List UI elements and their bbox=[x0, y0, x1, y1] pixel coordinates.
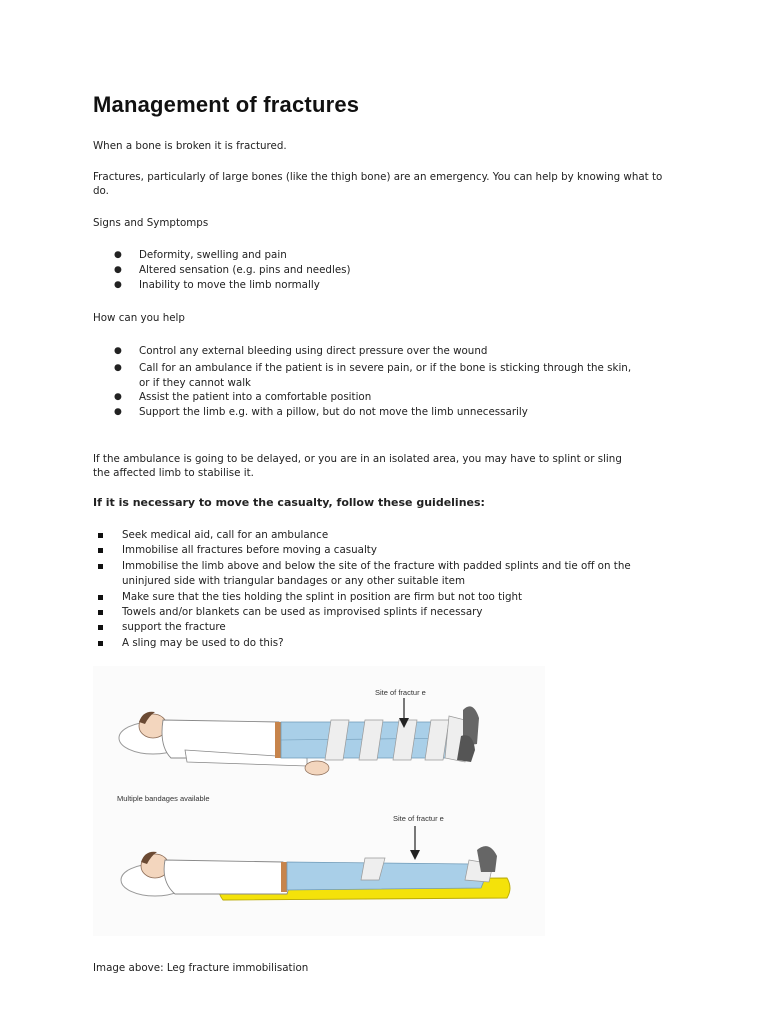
list-item: Seek medical aid, call for an ambulance bbox=[93, 528, 683, 543]
patient-bandaged-figure bbox=[119, 698, 479, 775]
belt-top bbox=[275, 722, 281, 758]
patient-splinted-figure bbox=[121, 826, 510, 900]
delay-paragraph-line2: the affected limb to stabilise it. bbox=[93, 467, 254, 479]
square-bullet-icon bbox=[98, 625, 103, 630]
square-bullet-icon bbox=[98, 610, 103, 615]
list-item: ● Support the limb e.g. with a pillow, but do not move the limb unnecessarily bbox=[114, 406, 528, 419]
guidelines-list bbox=[93, 528, 683, 651]
emergency-paragraph-line2: do. bbox=[93, 185, 109, 197]
bullet-icon: ● bbox=[114, 407, 122, 418]
list-item: ● Control any external bleeding using direct pressure over the wound bbox=[114, 345, 488, 357]
fracture-site-label-top: Site of fractur e bbox=[375, 688, 426, 697]
bullet-icon: ● bbox=[114, 346, 122, 356]
bullet-icon: ● bbox=[114, 279, 122, 290]
emergency-paragraph-line1: Fractures, particularly of large bones (like the thigh bone) are an emergency. You can help by knowing what to bbox=[93, 171, 663, 183]
belt-bottom bbox=[281, 862, 287, 892]
list-item: A sling may be used to do this? bbox=[93, 636, 683, 651]
list-item: Towels and/or blankets can be used as improvised splints if necessary bbox=[93, 605, 683, 620]
guidelines-heading: If it is necessary to move the casualty, follow these guidelines: bbox=[93, 496, 485, 509]
help-list bbox=[93, 344, 683, 420]
signs-list bbox=[93, 248, 683, 292]
figure-caption: Image above: Leg fracture immobilisation bbox=[93, 962, 309, 975]
multiple-bandages-label: Multiple bandages available bbox=[117, 794, 210, 803]
trousers-bottom bbox=[287, 862, 485, 890]
list-item: Immobilise all fractures before moving a casualty bbox=[93, 543, 683, 558]
square-bullet-icon bbox=[98, 533, 103, 538]
square-bullet-icon bbox=[98, 595, 103, 600]
list-item-continuation: uninjured side with triangular bandages or any other suitable item bbox=[122, 575, 465, 588]
list-item: Immobilise the limb above and below the site of the fracture with padded splints and tie off on the bbox=[93, 559, 683, 574]
square-bullet-icon bbox=[98, 548, 103, 553]
square-bullet-icon bbox=[98, 641, 103, 646]
bullet-icon: ● bbox=[114, 264, 122, 275]
fracture-illustration bbox=[93, 666, 545, 936]
intro-paragraph: When a bone is broken it is fractured. bbox=[93, 140, 287, 152]
hand-top bbox=[305, 761, 329, 775]
delay-paragraph-line1: If the ambulance is going to be delayed, or you are in an isolated area, you may have to splint or sling bbox=[93, 453, 622, 465]
list-item: ● Call for an ambulance if the patient is in severe pain, or if the bone is sticking through the skin, bbox=[114, 361, 632, 374]
square-bullet-icon bbox=[98, 564, 103, 569]
arrow-head-bottom bbox=[410, 850, 420, 860]
list-item: ● Deformity, swelling and pain bbox=[114, 249, 287, 261]
bullet-icon: ● bbox=[114, 362, 122, 373]
help-heading: How can you help bbox=[93, 312, 185, 324]
bullet-icon: ● bbox=[114, 250, 122, 260]
list-item: Make sure that the ties holding the splint in position are firm but not too tight bbox=[93, 590, 683, 605]
shirt-bottom bbox=[164, 860, 289, 894]
signs-heading: Signs and Symptomps bbox=[93, 217, 209, 229]
bullet-icon: ● bbox=[114, 392, 122, 403]
list-item-continuation: or if they cannot walk bbox=[139, 376, 252, 389]
list-item: ● Assist the patient into a comfortable position bbox=[114, 391, 372, 404]
list-item: ● Inability to move the limb normally bbox=[114, 278, 320, 291]
list-item: ● Altered sensation (e.g. pins and needles) bbox=[114, 263, 351, 276]
list-item: support the fracture bbox=[93, 620, 683, 635]
fracture-site-label-bottom: Site of fractur e bbox=[393, 814, 444, 823]
page-title: Management of fractures bbox=[93, 92, 360, 117]
